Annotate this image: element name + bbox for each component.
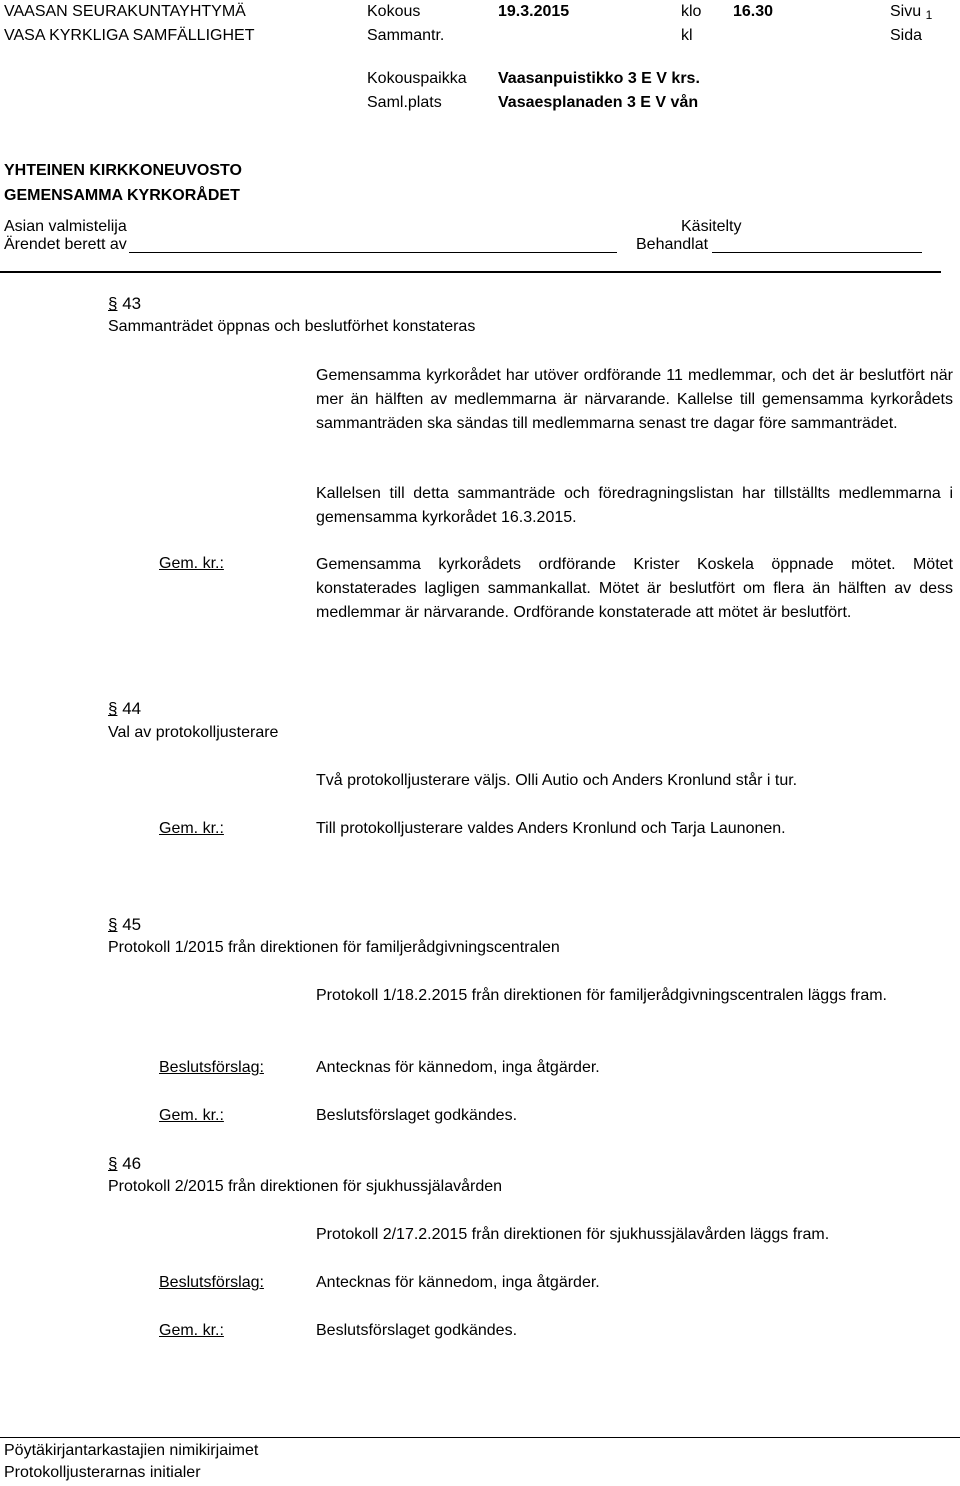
section-number: 46 [122, 1154, 142, 1173]
section-46-heading [108, 1154, 141, 1174]
meeting-date: 19.3.2015 [498, 3, 570, 20]
decision-text: Gemensamma kyrkorådets ordförande Krister Koskela öppnade mötet. Mötet konstaterades lagligen sammankallat. Mötet är beslutfört om flera än hälften av dess medlemmar är närvarande. Ordförande konstaterade att mötet är beslutfört. [316, 556, 953, 621]
page-label-sv: Sida [890, 27, 923, 44]
section-number: 44 [122, 699, 142, 718]
section-title: Protokoll 1/2015 från direktionen för familjerådgivningscentralen [108, 939, 560, 956]
time-label-fi: klo [681, 3, 702, 20]
org-name-fi: VAASAN SEURAKUNTAYHTYMÄ [4, 3, 246, 20]
decision-label: Gem. kr.: [159, 1107, 224, 1124]
section-text: Kallelsen till detta sammanträde och föredragningslistan har tillställts medlemmarna i gemensamma kyrkorådet 16.3.2015. [316, 485, 953, 526]
handled-label-fi: Käsitelty [681, 218, 742, 235]
section-title: Val av protokolljusterare [108, 724, 279, 741]
proposal-label: Beslutsförslag: [159, 1274, 264, 1291]
decision-label: Gem. kr.: [159, 820, 224, 837]
proposal-text: Antecknas för kännedom, inga åtgärder. [316, 1059, 600, 1076]
section-text: Två protokolljusterare väljs. Olli Autio och Anders Kronlund står i tur. [316, 772, 798, 789]
council-name-fi: YHTEINEN KIRKKONEUVOSTO [4, 162, 242, 179]
decision-label: Gem. kr.: [159, 1322, 224, 1339]
venue-label-sv: Saml.plats [367, 94, 442, 111]
proposal-text: Antecknas för kännedom, inga åtgärder. [316, 1274, 600, 1291]
prepared-by-label-sv: Ärendet berett av [4, 236, 127, 253]
section-number: 43 [122, 294, 142, 313]
decision-label: Gem. kr.: [159, 555, 224, 572]
handled-line [712, 252, 922, 253]
section-text: Protokoll 2/17.2.2015 från direktionen för sjukhussjälavården läggs fram. [316, 1226, 830, 1243]
venue-label-fi: Kokouspaikka [367, 70, 467, 87]
paragraph-symbol: § [108, 294, 118, 313]
page-label-fi-text: Sivu [890, 3, 922, 20]
decision-text: Till protokolljusterare valdes Anders Kronlund och Tarja Launonen. [316, 820, 786, 837]
prepared-by-label-fi: Asian valmistelija [4, 218, 127, 235]
decision-text: Beslutsförslaget godkändes. [316, 1322, 518, 1339]
section-text: Protokoll 1/18.2.2015 från direktionen för familjerådgivningscentralen läggs fram. [316, 987, 887, 1004]
section-44-heading [108, 699, 141, 719]
section-number: 45 [122, 915, 142, 934]
section-title: Sammanträdet öppnas och beslutförhet konstateras [108, 318, 476, 335]
section-43-heading [108, 294, 141, 314]
prepared-by-line [129, 252, 617, 253]
page-number: 1 [925, 8, 933, 22]
footer-divider [0, 1437, 960, 1438]
header-divider [0, 271, 941, 273]
venue-sv: Vasaesplanaden 3 E V vån [498, 94, 699, 111]
decision-text: Beslutsförslaget godkändes. [316, 1107, 518, 1124]
proposal-label: Beslutsförslag: [159, 1059, 264, 1076]
council-name-sv: GEMENSAMMA KYRKORÅDET [4, 187, 240, 204]
handled-label-sv: Behandlat [636, 236, 709, 253]
paragraph-symbol: § [108, 915, 118, 934]
footer-initials-fi: Pöytäkirjantarkastajien nimikirjaimet [4, 1442, 259, 1459]
footer-initials-sv: Protokolljusterarnas initialer [4, 1464, 201, 1481]
meeting-time: 16.30 [733, 3, 774, 20]
venue-fi: Vaasanpuistikko 3 E V krs. [498, 70, 700, 87]
paragraph-symbol: § [108, 1154, 118, 1173]
meeting-label-sv: Sammantr. [367, 27, 445, 44]
meeting-label-fi: Kokous [367, 3, 421, 20]
paragraph-symbol: § [108, 699, 118, 718]
section-45-heading [108, 915, 141, 935]
org-name-sv: VASA KYRKLIGA SAMFÄLLIGHET [4, 27, 255, 44]
section-title: Protokoll 2/2015 från direktionen för sjukhussjälavården [108, 1178, 503, 1195]
section-text: Gemensamma kyrkorådet har utöver ordförande 11 medlemmar, och det är beslutfört när mer än hälften av medlemmarna är närvarande. Kallelse till gemensamma kyrkorådets sammanträden ska sändas till medlemmarna senast tre dagar före sammanträdet. [316, 367, 953, 432]
page-label-fi [890, 3, 932, 23]
time-label-sv: kl [681, 27, 693, 44]
